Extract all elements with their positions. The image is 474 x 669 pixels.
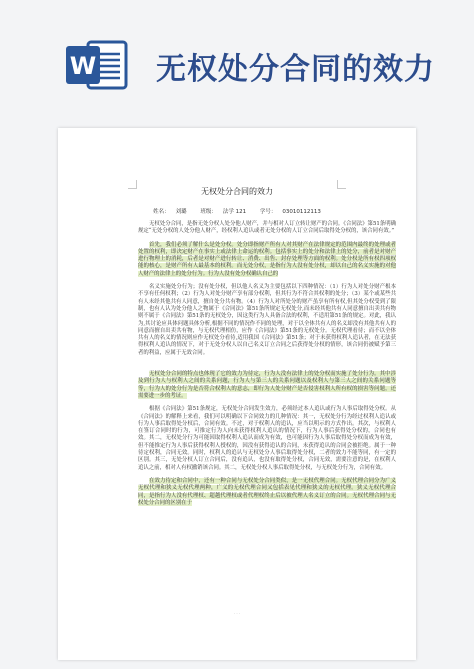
highlighted-text: 无权处分合同的特点也体现了它的效力为待定，行为人没有法律上的处分权而实施了处分行为。其中涉及到行为人与权利人之间的关系问题，行为人与第三人的关系问题以及权利人与第三人之间的关系问题等等，行为人的处分行为是否符合权利人的意志，即行为人处分财产是否侵害权利人所有权的损害等问题，还需要进一步的考证。: [138, 371, 396, 399]
document-meta: [58, 207, 416, 215]
document-title: 无权处分合同的效力: [201, 187, 273, 196]
page-footer: · · ·: [233, 611, 241, 616]
class-label: 班级：: [200, 209, 217, 215]
banner: [0, 0, 474, 118]
id-field: [257, 209, 324, 215]
paragraph-text: 名义实施处分行为；没有处分权，但以他人名义为主要包括以下四种情况：（1）行为人对处分财产根本不享有任何权利；（2）行为人对处分财产享有部分权利，但其行为不符合其权利的处分；（3）某个或某些共有人未经其他共有人同意，擅自处分共有物。（4）行为人对所处分的财产虽享有所有权,但其处分权受到了限制，也有人认为处分他人之物属于《合同法》第51条所规定无权处分,而未经其他共有人同意擅自出卖共有物则不属于《合同法》第51条的无权处分，因这类行为人具备合法的权利，不适用第51条的规定。对此，我认为,其讨论应具体问题具体分析,根据不同的情况作不同的处理，对于以全体共有人的名义却没有其他共有人的同意而擅自出卖共有物，与无权代理相仿，应作《合同法》第51条的无权处分。无权代理看待；而不以全体共有人的名义的情况则应作无权处分看待,适用我国《合同法》第51条；对于未获得权利人追认者，在无法获得权利人追认的情况下，对于无处分权人以自己名义订立合同之后获得处分权的情形，该合同仍被赋予第三者的利益，应属于无效合同。: [138, 284, 396, 356]
highlighted-text: 首先，我们必须了解什么是处分权。处分即指财产所有人对其财产在法律规定的范围内最终的处理或者处置的权利，即决定财产在事实上或法律上命运的权利。包括事实上的处分和法律上的处分，前者是对财产进行物理上的消耗，后者是对财产进行转让、消费、出售、封存处理等方面的权利。处分权是所有权四项权能的核心，是财产所有人最基本的权利。而无处分权，是指行为人没有处分权，却以自己的名义实施的对他人财产的法律上的处分行为。行为人没有处分权确认自己的: [138, 241, 396, 277]
class-value: 法学 121: [222, 209, 247, 215]
paragraph-text: 无权处分合同，是指无处分权人处分他人财产，并与相对人订立转让财产的合同。《合同法》第51条明确规定“无处分权的人处分他人财产，经权利人追认或者无处分权的人订立合同后取得处分权的，该合同有效。”: [138, 221, 396, 235]
highlighted-text: 在效力待定和合同中，还有一种合同与无权处分合同类似，是一无权代理合同。无权代理合同分为广义无权代理和狭义无权代理两种，广义的无权代理合同又包括表见代理和狭义的无权代理。狭义无权代理合同，是指行为人没有代理权、超越代理权或者代理权终止后以被代理人名义订立的合同。无权代理合同与无权处分合同的区别在于: [138, 477, 396, 506]
paragraph: [138, 371, 396, 400]
id-value: 03010112113: [282, 209, 321, 215]
paragraph: [138, 221, 396, 236]
class-field: [197, 209, 249, 215]
paragraph: [138, 406, 396, 472]
paragraph: [138, 478, 396, 507]
name-value: 刘璐: [175, 209, 187, 215]
paragraph: [138, 284, 396, 357]
word-document-icon: [66, 40, 128, 90]
paragraph-text: 根据《合同法》第51条规定，无权处分合同发生效力，必须经过本人追认或行为人事后取得处分权。从《合同法》的解释上来看，我们可以明确以下合同效力的几种情况：其一，无权处分行为经过权利人追认或行为人事后取得处分权后，合同有效。不过，对于权利人的追认，应当以明示的方式作出。其次，与权利人在签订合同时的行为，可推定行为人向未获得权利人追认的情况下，行为人事后获得处分权的，合同也有效。其二，无权处分行为可能因取得权利人追认而成为有效，也可能因行为人事后取得处分权而成为有效，但不能推定行为人事后获得权利人授权的，因没有获得追认的合同，未获得追认的合同会被拒绝。属于一种待定权利，合同无效。同时，权利人的追认与无权处分人事后取得处分权，二者的效力不能等同，有一定的区别。其三，无处分权人订立合同后，没有追认，也没有取得处分权，合同无效，需要注意的是，在权利人追认之前，相对人有权撤销该合同。其二，无权处分权人事后取得处分权，与无权处分行为，合同有效。: [138, 406, 396, 471]
name-label: 姓名：: [153, 209, 170, 215]
svg-text:W: W: [69, 52, 97, 80]
paragraph: [138, 242, 396, 278]
document-page[interactable]: [58, 128, 416, 660]
document-body: [138, 221, 396, 513]
name-field: [150, 209, 190, 215]
banner-title: 无权处分合同的效力: [156, 52, 435, 87]
id-label: 学号：: [259, 209, 277, 215]
